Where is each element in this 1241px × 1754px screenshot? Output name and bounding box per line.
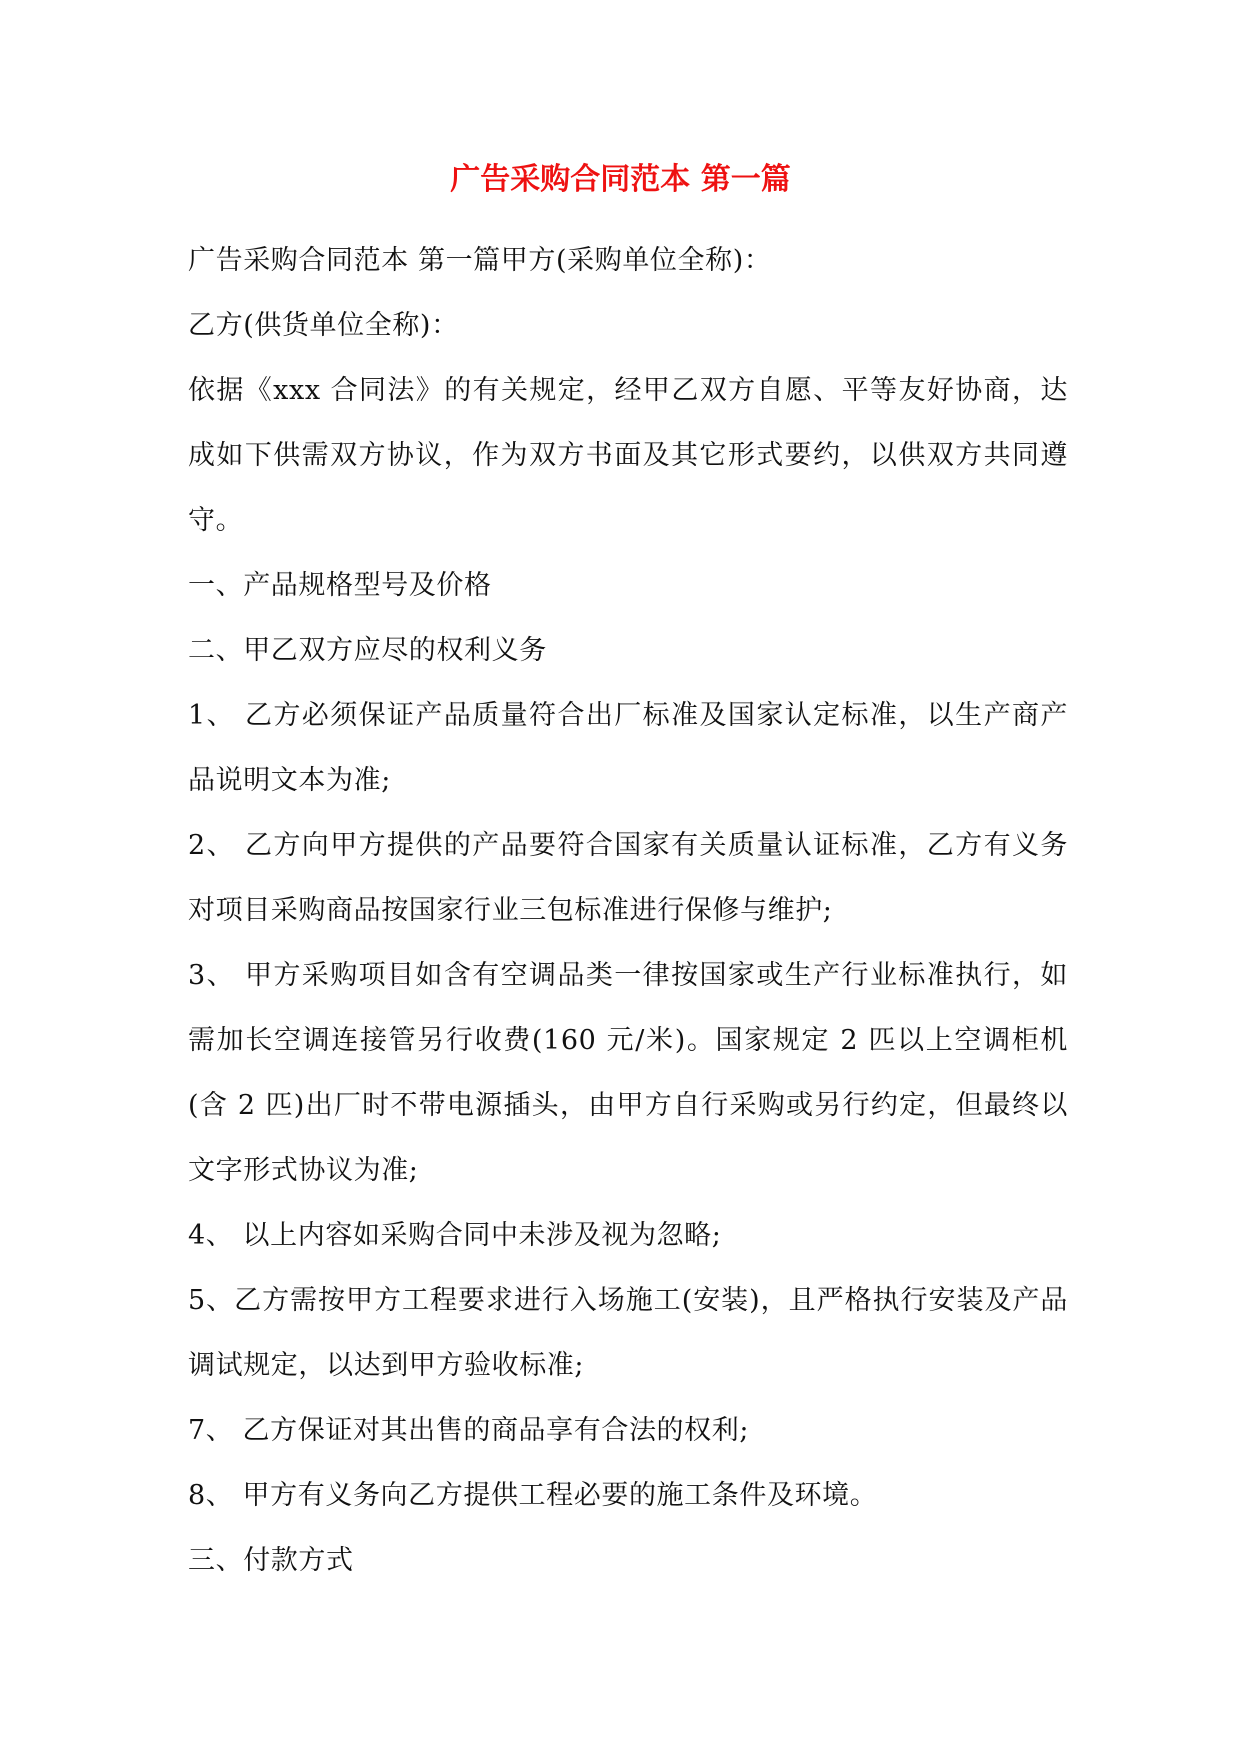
section-heading-1: 一、产品规格型号及价格 [188, 570, 492, 601]
paragraph-preamble: 依据《xxx 合同法》的有关规定，经甲乙双方自愿、平等友好协商，达成如下供需双方协议，作为双方书面及其它形式要约，以供双方共同遵守。 [188, 375, 1068, 536]
clause-3: 3、 甲方采购项目如含有空调品类一律按国家或生产行业标准执行，如需加长空调连接管另行收费(160 元/米)。国家规定 2 匹以上空调柜机(含 2 匹)出厂时不带电源插头，由甲方自行采购或另行约定，但最终以文字形式协议为准; [188, 960, 1068, 1186]
document-body [188, 228, 1068, 1593]
clause-2: 2、 乙方向甲方提供的产品要符合国家有关质量认证标准，乙方有义务对项目采购商品按国家行业三包标准进行保修与维护; [188, 830, 1068, 926]
clause-8: 8、 甲方有义务向乙方提供工程必要的施工条件及环境。 [188, 1480, 878, 1511]
clause-5: 5、乙方需按甲方工程要求进行入场施工(安装)，且严格执行安装及产品调试规定，以达到甲方验收标准; [188, 1285, 1068, 1381]
document-title: 广告采购合同范本 第一篇 [450, 162, 791, 197]
section-heading-2: 二、甲乙双方应尽的权利义务 [188, 635, 547, 666]
clause-7: 7、 乙方保证对其出售的商品享有合法的权利; [188, 1415, 750, 1446]
paragraph-party-b: 乙方(供货单位全称)： [188, 310, 459, 341]
section-heading-3: 三、付款方式 [188, 1545, 354, 1576]
clause-1: 1、 乙方必须保证产品质量符合出厂标准及国家认定标准，以生产商产品说明文本为准; [188, 700, 1068, 796]
clause-4: 4、 以上内容如采购合同中未涉及视为忽略; [188, 1220, 722, 1251]
paragraph-party-a: 广告采购合同范本 第一篇甲方(采购单位全称)： [188, 245, 772, 276]
